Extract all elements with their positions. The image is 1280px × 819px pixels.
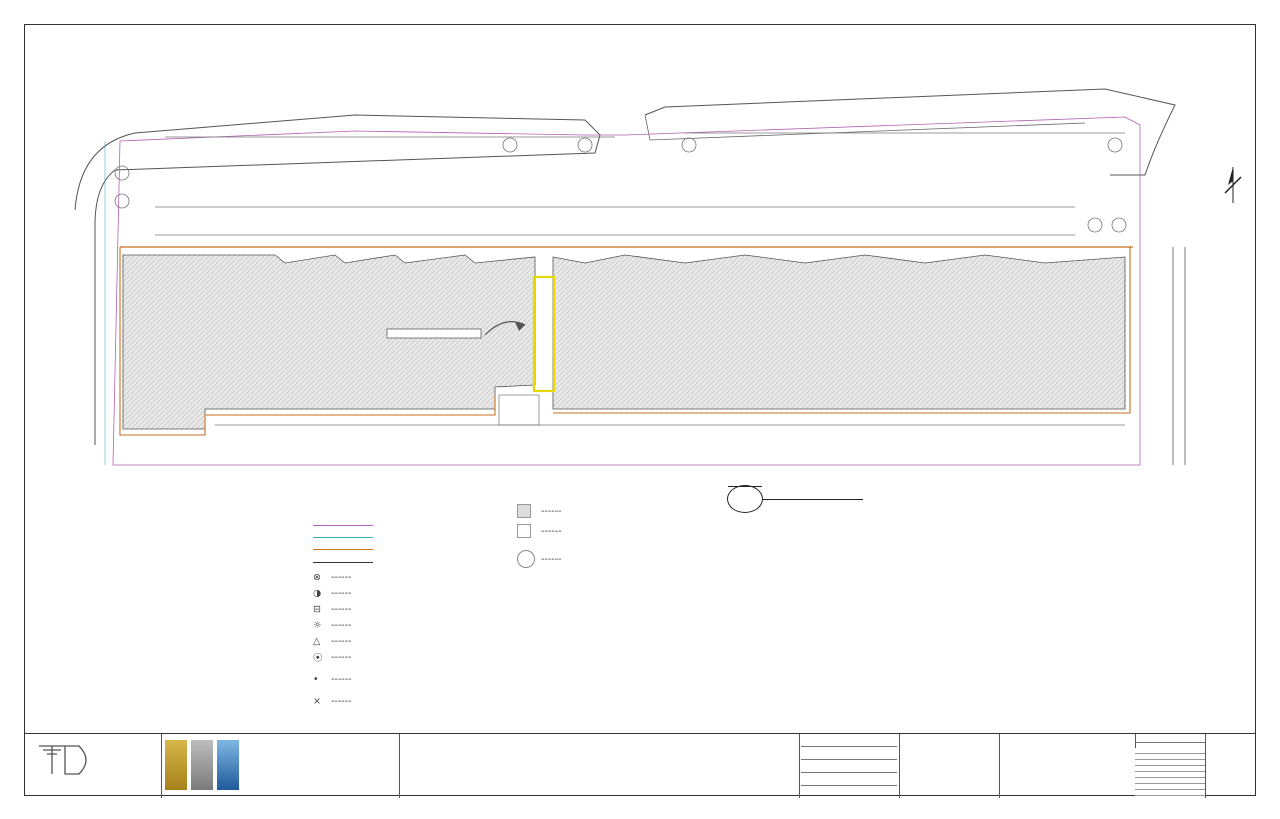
east-commercial-building [553,255,1125,409]
fire-hydrant-icon: ⦿ [313,653,323,664]
site-plan-bubble [727,485,763,513]
tree-icon [517,550,535,568]
drawn-by [801,772,897,774]
blue-bar-icon [217,740,239,790]
silver-bar-icon [191,740,213,790]
true-developments-logo [25,734,162,798]
legend-manhole: ◑ ------ [313,587,352,599]
legend-fence-line [313,555,513,569]
legend-tree: ------ [517,545,565,573]
gold-bar-icon [165,740,187,790]
light-pole-icon: ☼ [313,619,322,631]
blackstone-logo [161,734,400,798]
upper-parking-rows [155,133,1125,235]
legend-fire-hydrant: ⦿ ------ [313,651,352,664]
site-plan-drawing [25,25,1257,485]
legend-catch-basin: ⊟ ------ [313,603,352,615]
west-commercial-building [123,255,535,429]
project-no [801,746,897,748]
drawing-sheet [24,24,1256,796]
sheet-number-cell [1205,734,1255,798]
legend-garage-hatch: ------ [517,521,565,541]
project-info-cell [799,734,900,798]
manhole-icon: ◑ [313,587,322,599]
legend-list [313,519,513,709]
bollard-icon: • [313,673,319,685]
sign-icon: △ [313,635,321,647]
revisions-cell [1135,734,1206,798]
disclaimer-cell [899,734,1000,798]
legend-calc-points: × ------ [313,695,352,707]
hatch-legend [517,501,565,573]
legend-bollard: • ------ [313,673,352,685]
site-plan-tag [727,483,867,515]
legend-main-hatch: ------ [517,501,565,521]
project-date [801,759,897,761]
legend-light-pole: ☼ ------ [313,619,352,631]
stalls [933,675,1253,701]
project-title-cell [399,734,800,798]
legend-eave-line [313,543,513,555]
title-block [25,733,1255,798]
legend-property-line [313,519,513,531]
building-areas [933,636,1253,662]
sheet-contents-cell [999,734,1136,798]
project-info-rows [933,505,1243,622]
checked-by [801,785,897,787]
power-pole-icon: ⊗ [313,571,321,583]
legend-power-pole: ⊗ ------ [313,571,352,583]
tree-symbols [115,138,1126,232]
true-logo-mark-icon [35,740,97,776]
legend-sign: △ ------ [313,635,352,647]
north-arrow [1225,167,1241,203]
legend-row-line [313,531,513,543]
calculation-point-icon: × [313,695,321,707]
catch-basin-icon: ⊟ [313,603,321,615]
unit-11-highlight [534,277,554,391]
